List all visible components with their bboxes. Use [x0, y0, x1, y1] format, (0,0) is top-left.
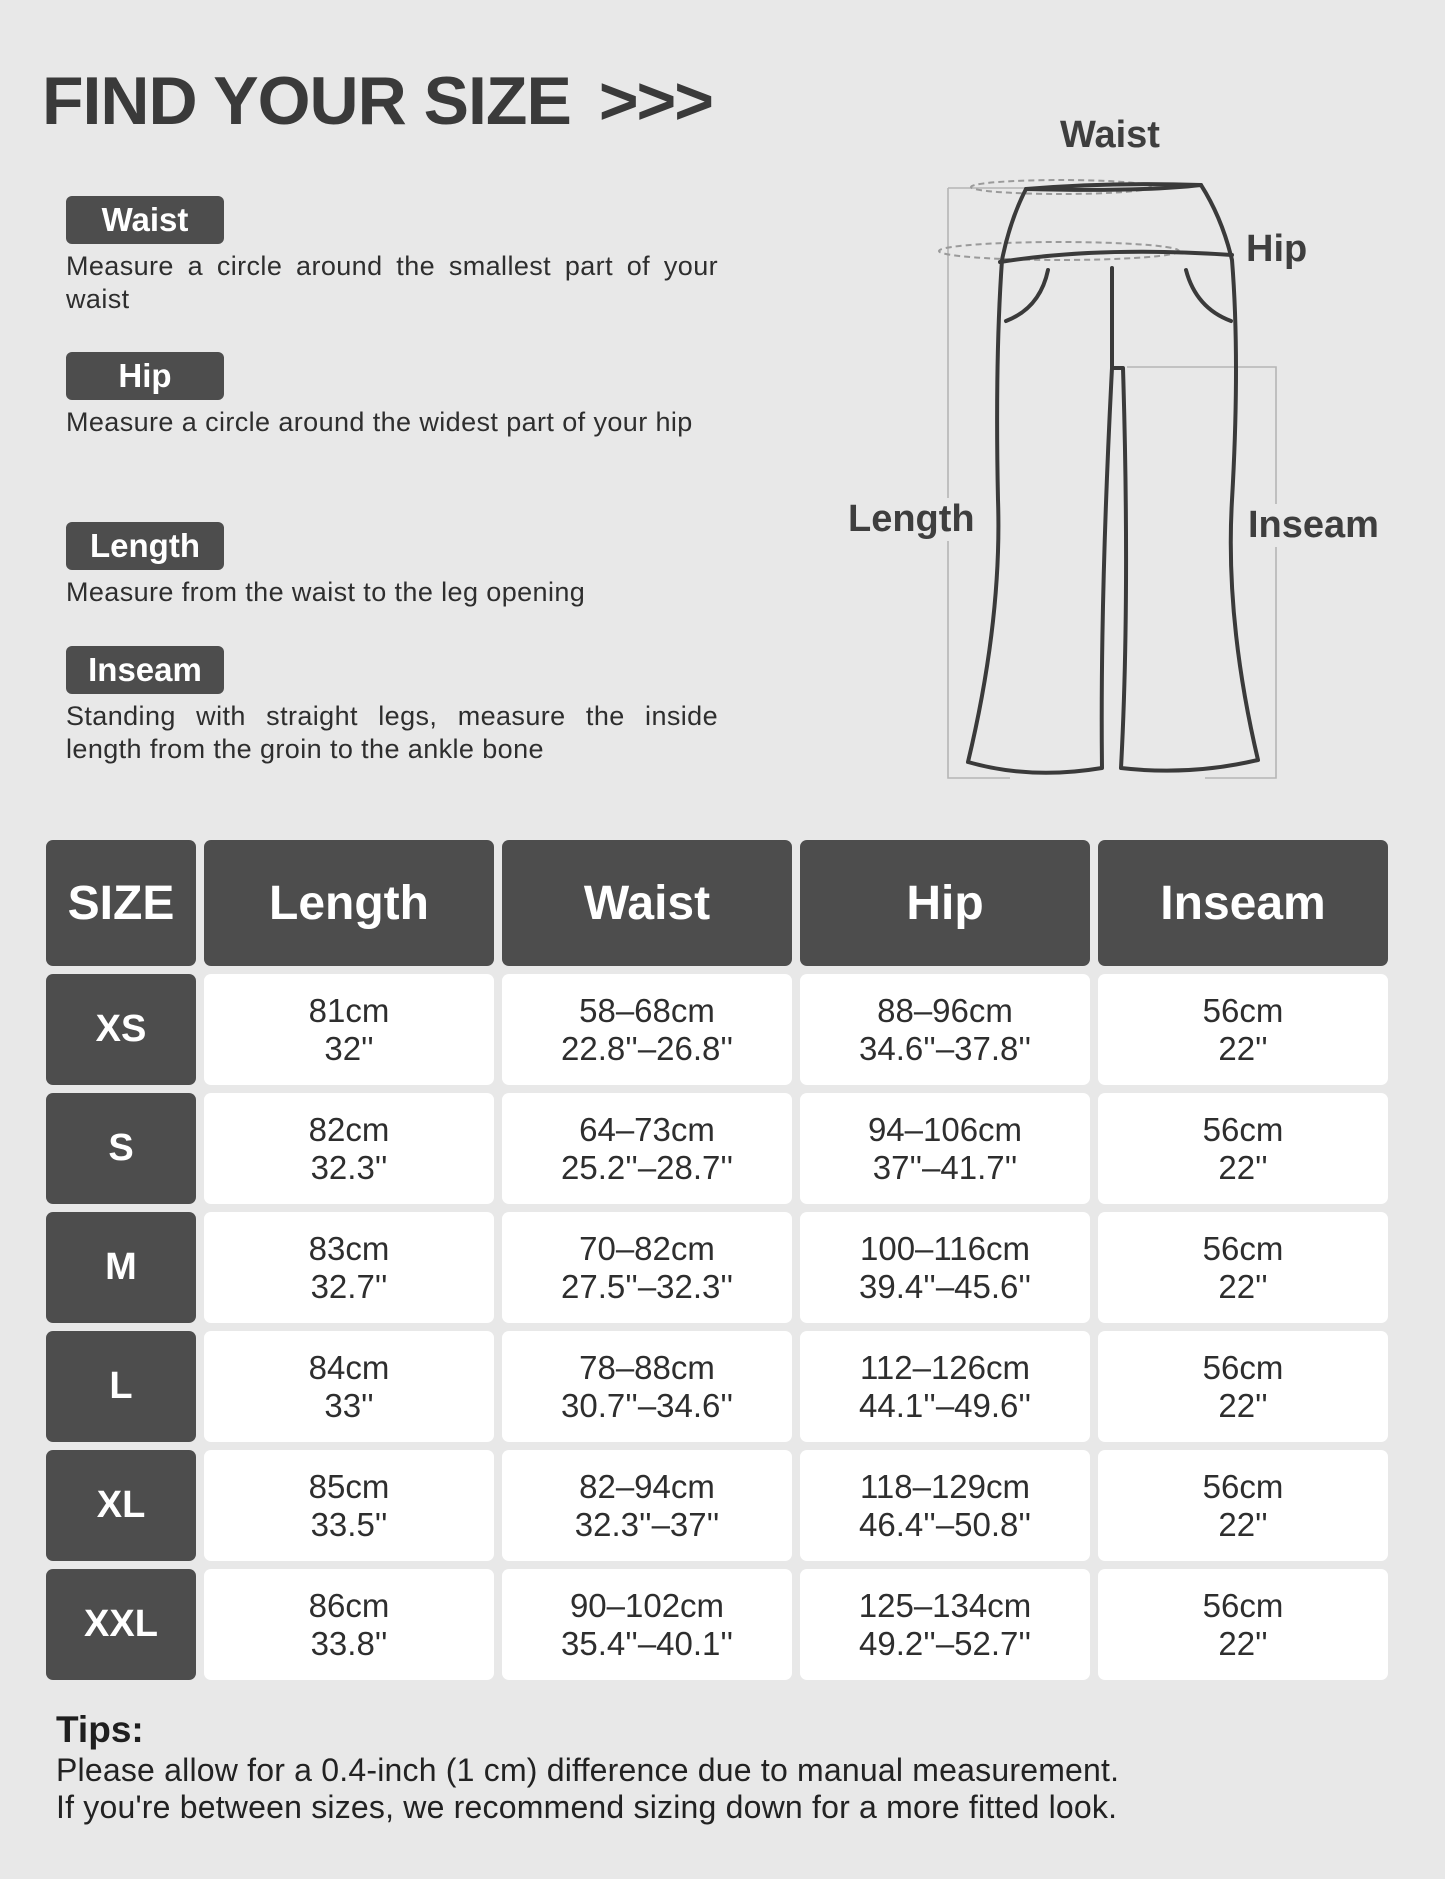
waist-cell: 64–73cm 25.2''–28.7'': [502, 1093, 792, 1204]
measure-inseam-label: Inseam: [66, 646, 224, 694]
length-cell: 86cm 33.8'': [204, 1569, 494, 1680]
page-title-text: FIND YOUR SIZE: [42, 63, 571, 139]
header-length: Length: [204, 840, 494, 966]
measure-hip: [66, 352, 718, 439]
measure-inseam-description: Standing with straight legs, measure the inside length from the groin to the ankle bone: [66, 701, 718, 764]
measure-hip-description: Measure a circle around the widest part of your hip: [66, 407, 693, 437]
waist-cell: 82–94cm 32.3''–37'': [502, 1450, 792, 1561]
tips-section: [56, 1708, 1416, 1826]
hip-cell: 94–106cm 37''–41.7'': [800, 1093, 1090, 1204]
hip-cell: 118–129cm 46.4''–50.8'': [800, 1450, 1090, 1561]
size-table: [46, 840, 1388, 1680]
inseam-cell: 56cm 22'': [1098, 1212, 1388, 1323]
inseam-cell: 56cm 22'': [1098, 974, 1388, 1085]
hip-cell: 125–134cm 49.2''–52.7'': [800, 1569, 1090, 1680]
waist-cell: 78–88cm 30.7''–34.6'': [502, 1331, 792, 1442]
row-size-label: S: [46, 1093, 196, 1204]
title-arrows: >>>: [598, 63, 712, 139]
row-size-label: XS: [46, 974, 196, 1085]
length-cell: 85cm 33.5'': [204, 1450, 494, 1561]
waist-cell: 58–68cm 22.8''–26.8'': [502, 974, 792, 1085]
measure-waist: [66, 196, 718, 316]
page-title: [42, 62, 712, 140]
inseam-cell: 56cm 22'': [1098, 1569, 1388, 1680]
inseam-cell: 56cm 22'': [1098, 1450, 1388, 1561]
row-size-label: M: [46, 1212, 196, 1323]
inseam-cell: 56cm 22'': [1098, 1093, 1388, 1204]
inseam-cell: 56cm 22'': [1098, 1331, 1388, 1442]
measure-waist-description: Measure a circle around the smallest part of your waist: [66, 251, 718, 314]
length-cell: 83cm 32.7'': [204, 1212, 494, 1323]
length-cell: 82cm 32.3'': [204, 1093, 494, 1204]
waist-cell: 70–82cm 27.5''–32.3'': [502, 1212, 792, 1323]
row-size-label: XXL: [46, 1569, 196, 1680]
measure-hip-label: Hip: [66, 352, 224, 400]
measure-length-description: Measure from the waist to the leg opening: [66, 577, 586, 607]
measure-inseam: [66, 646, 718, 766]
header-inseam: Inseam: [1098, 840, 1388, 966]
row-size-label: L: [46, 1331, 196, 1442]
length-cell: 81cm 32'': [204, 974, 494, 1085]
pants-diagram: [830, 100, 1410, 800]
header-hip: Hip: [800, 840, 1090, 966]
tips-title: Tips:: [56, 1709, 144, 1750]
hip-cell: 112–126cm 44.1''–49.6'': [800, 1331, 1090, 1442]
tips-line-sizing: If you're between sizes, we recommend sizing down for a more fitted look.: [56, 1789, 1118, 1825]
header-waist: Waist: [502, 840, 792, 966]
measure-length-label: Length: [66, 522, 224, 570]
diagram-waist-label: Waist: [1060, 114, 1160, 156]
length-cell: 84cm 33'': [204, 1331, 494, 1442]
row-size-label: XL: [46, 1450, 196, 1561]
hip-cell: 100–116cm 39.4''–45.6'': [800, 1212, 1090, 1323]
diagram-length-label: Length: [844, 498, 979, 541]
diagram-hip-label: Hip: [1246, 228, 1308, 270]
pants-outline-illustration: [830, 100, 1410, 800]
diagram-inseam-label: Inseam: [1244, 504, 1383, 547]
measure-waist-label: Waist: [66, 196, 224, 244]
waist-cell: 90–102cm 35.4''–40.1'': [502, 1569, 792, 1680]
hip-cell: 88–96cm 34.6''–37.8'': [800, 974, 1090, 1085]
header-size: SIZE: [46, 840, 196, 966]
measure-length: [66, 522, 718, 609]
tips-line-measurement: Please allow for a 0.4-inch (1 cm) difference due to manual measurement.: [56, 1752, 1120, 1788]
